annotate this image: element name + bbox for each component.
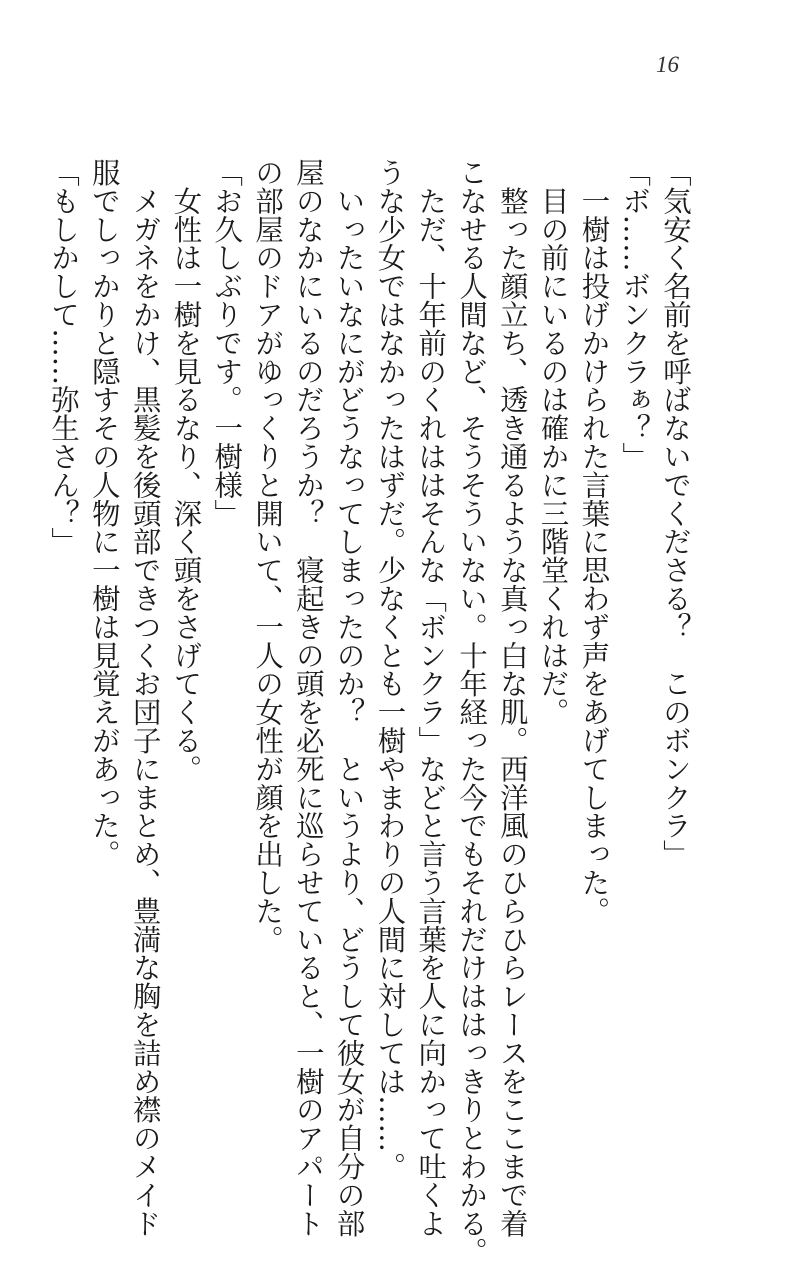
text-line: 服でしっかりと隠すその人物に一樹は見覚えがあった。 [87,158,121,868]
text-line: 「もしかして……弥生さん？」 [47,158,81,556]
text-line: 一樹は投げかけられた言葉に思わず声をあげてしまった。 [577,158,611,925]
text-line: 女性は一樹を見るなり、深く頭をさげてくる。 [169,158,203,783]
text-line: うな少女ではなかったはずだ。少なくとも一樹やまわりの人間に対しては……。 [373,158,407,1181]
text-line: 目の前にいるのは確かに三階堂くれはだ。 [536,158,570,726]
text-line: の部屋のドアがゆっくりと開いて、一人の女性が顔を出した。 [251,158,285,954]
page-number: 16 [656,52,679,77]
text-line: 「気安く名前を呼ばないでくださる？ このボンクラ」 [659,158,692,868]
vertical-text-block [42,158,695,1266]
text-line: メガネをかけ、黒髪を後頭部できつくお団子にまとめ、豊満な胸を詰め襟のメイド [128,158,162,1238]
text-line: こなせる人間など、そうそういない。十年経った今でもそれだけははっきりとわかる。 [455,158,489,1266]
text-line: ただ、十年前のくれははそんな「ボンクラ」などと言う言葉を人に向かって吐くよ [414,158,448,1238]
text-line: 「お久しぶりです。一樹様」 [210,158,244,528]
text-line: いったいなにがどうなってしまったのか？ というより、どうして彼女が自分の部 [332,158,366,1238]
text-line: 整った顔立ち、透き通るような真っ白な肌。西洋風のひらひらレースをここまで着 [495,158,529,1238]
text-line: 「ボ……ボンクラぁ？」 [618,158,652,471]
text-line: 屋のなかにいるのだろうか？ 寝起きの頭を必死に巡らせていると、一樹のアパート [291,158,325,1238]
